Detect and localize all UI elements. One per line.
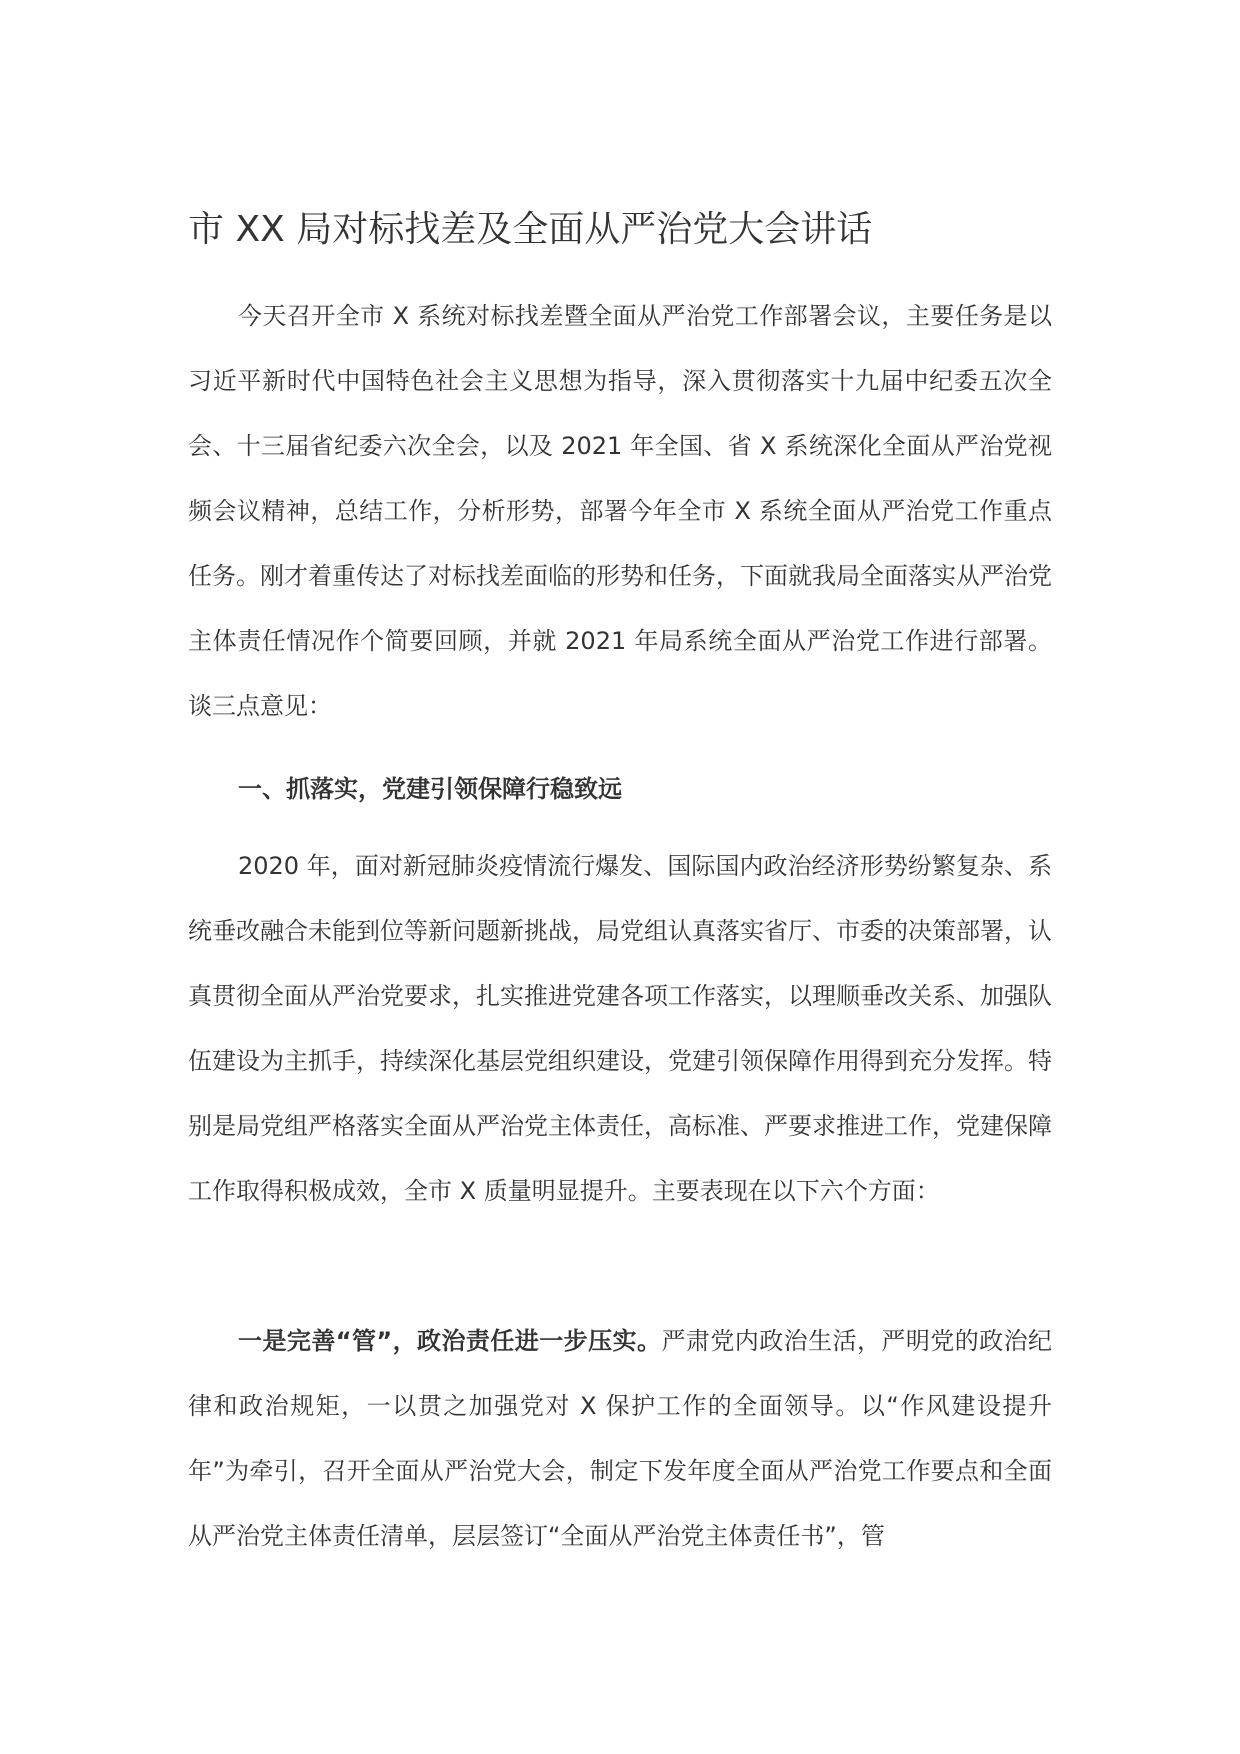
- point-1-body: 严肃党内政治生活，严明党的政治纪律和政治规矩，一以贯之加强党对 X 保护工作的全面领导。以“作风建设提升年”为牵引，召开全面从严治党大会，制定下发年度全面从严治党工作要点和全面从严治党主体责任清单，层层签订“全面从严治党主体责任书”，管: [188, 1327, 1053, 1550]
- section-1-paragraph: 2020 年，面对新冠肺炎疫情流行爆发、国际国内政治经济形势纷繁复杂、系统垂改融合未能到位等新问题新挑战，局党组认真落实省厅、市委的决策部署，认真贯彻全面从严治党要求，扎实推进党建各项工作落实，以理顺垂改关系、加强队伍建设为主抓手，持续深化基层党组织建设，党建引领保障作用得到充分发挥。特别是局党组严格落实全面从严治党主体责任，高标准、严要求推进工作，党建保障工作取得积极成效，全市 X 质量明显提升。主要表现在以下六个方面：: [188, 852, 1052, 1205]
- section-heading-1: 一、抓落实，党建引领保障行稳致远: [238, 775, 622, 803]
- intro-paragraph: 今天召开全市 X 系统对标找差暨全面从严治党工作部署会议，主要任务是以习近平新时代中国特色社会主义思想为指导，深入贯彻落实十九届中纪委五次全会、十三届省纪委六次全会，以及 2021 年全国、省 X 系统深化全面从严治党视频会议精神，总结工作，分析形势，部署今年全市 X 系统全面从严治党工作重点任务。刚才着重传达了对标找差面临的形势和任务，下面就我局全面落实从严治党主体责任情况作个简要回顾，并就 2021 年局系统全面从严治党工作进行部署。谈三点意见：: [188, 302, 1052, 720]
- point-1-lead: 一是完善“管”，政治责任进一步压实。: [238, 1327, 662, 1355]
- document-title: 市 XX 局对标找差及全面从严治党大会讲话: [188, 209, 873, 250]
- point-1-paragraph: [188, 1309, 1052, 1569]
